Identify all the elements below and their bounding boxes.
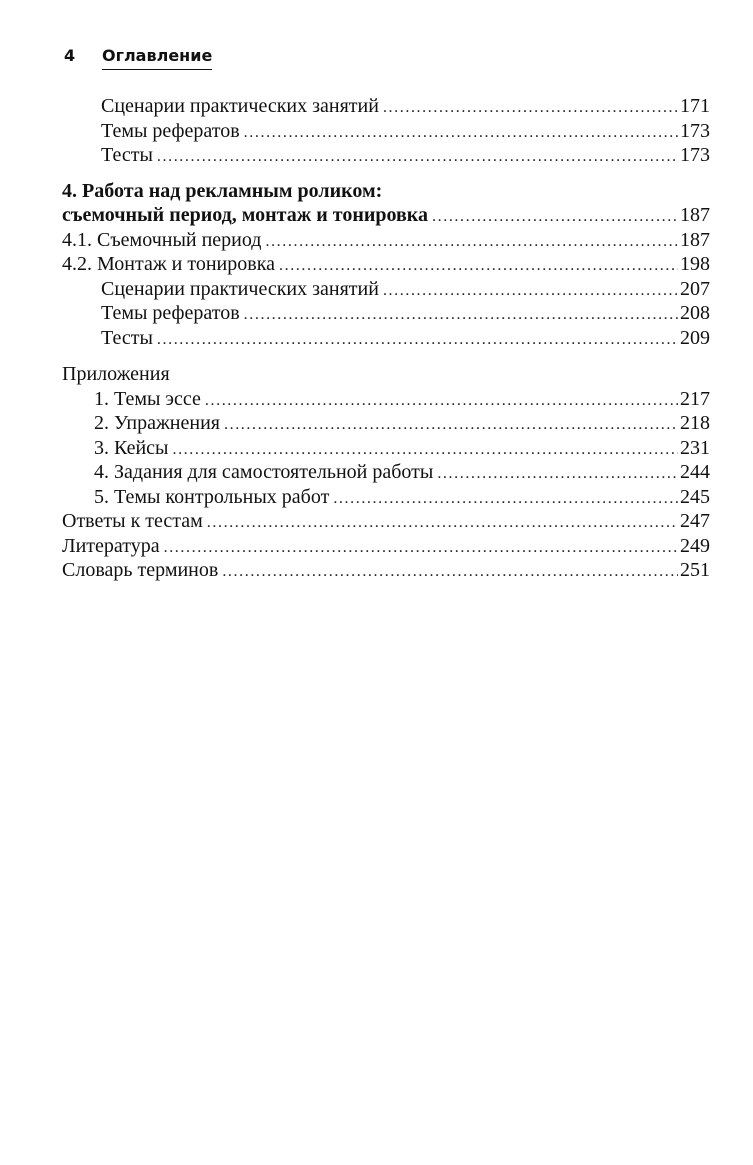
chapter-heading	[62, 179, 710, 228]
toc-entry	[62, 387, 710, 412]
toc-entry-page: 173	[680, 119, 710, 142]
toc-entry-page: 208	[680, 302, 710, 324]
dot-leader	[437, 462, 678, 487]
toc-entry-label: 3. Кейсы	[94, 436, 169, 459]
toc-entry	[62, 558, 710, 583]
toc-entry	[62, 460, 710, 485]
toc-entry	[62, 203, 710, 228]
dot-leader	[157, 328, 678, 353]
toc-entry	[62, 411, 710, 436]
dot-leader	[279, 254, 678, 279]
appendix-heading: Приложения	[62, 363, 170, 385]
chapter-title-line2: съемочный период, монтаж и тонировка	[62, 204, 429, 226]
toc-entry	[62, 277, 710, 302]
dot-leader	[244, 303, 678, 328]
dot-leader	[222, 560, 678, 585]
toc-entry	[62, 119, 710, 144]
toc-entry-page: 209	[680, 326, 710, 349]
toc-entry-page: 198	[680, 253, 710, 275]
toc-entry	[62, 252, 710, 277]
toc-entry-label: 4.2. Монтаж и тонировка	[62, 253, 275, 275]
dot-leader	[383, 279, 678, 304]
toc-entry-label: 4.1. Съемочный период	[62, 228, 262, 251]
toc-entry-page: 249	[680, 534, 710, 557]
toc-entry-label: Сценарии практических занятий	[101, 277, 379, 300]
toc-entry-page: 231	[680, 436, 710, 459]
toc-entry-page: 173	[680, 144, 710, 166]
toc-entry-label: 1. Темы эссе	[94, 387, 201, 410]
toc-entry	[62, 301, 710, 326]
toc-entry-page: 187	[680, 228, 710, 251]
chapter-title-line1: 4. Работа над рекламным роликом:	[62, 179, 383, 202]
toc-entry-page: 207	[680, 277, 710, 300]
toc-entry-page: 217	[680, 387, 710, 410]
toc-entry-page: 171	[680, 95, 710, 117]
page-header	[64, 44, 212, 70]
toc-entry-label: Тесты	[101, 144, 153, 166]
toc-entry-page: 251	[680, 559, 710, 581]
dot-leader	[383, 96, 678, 121]
dot-leader	[224, 413, 678, 438]
page-number: 4	[64, 46, 76, 65]
toc-entry-label: 5. Темы контрольных работ	[94, 485, 330, 508]
toc-entry-label: Темы рефератов	[101, 119, 240, 142]
toc-entry-label: Литература	[62, 534, 160, 557]
running-title: Оглавление	[102, 44, 212, 70]
toc-entry	[62, 436, 710, 461]
toc-entry-label: 4. Задания для самостоятельной работы	[94, 461, 434, 483]
toc-entry	[62, 509, 710, 534]
dot-leader	[207, 511, 678, 536]
toc-entry-label: Темы рефератов	[101, 302, 240, 324]
dot-leader	[333, 487, 678, 512]
table-of-contents	[62, 94, 710, 583]
toc-entry-page: 245	[680, 485, 710, 508]
toc-entry	[62, 94, 710, 119]
toc-entry	[62, 534, 710, 559]
toc-entry-label: 2. Упражнения	[94, 412, 220, 434]
toc-entry	[62, 143, 710, 168]
toc-entry-label: Тесты	[101, 326, 153, 349]
dot-leader	[157, 145, 678, 170]
toc-entry-page: 244	[680, 461, 710, 483]
toc-entry-page: 187	[680, 204, 710, 226]
toc-entry-page: 218	[680, 412, 710, 434]
toc-entry-label: Сценарии практических занятий	[101, 95, 379, 117]
dot-leader	[265, 230, 678, 255]
dot-leader	[164, 536, 678, 561]
dot-leader	[244, 121, 678, 146]
toc-entry-page: 247	[680, 510, 710, 532]
toc-entry	[62, 326, 710, 351]
dot-leader	[205, 389, 678, 414]
dot-leader	[172, 438, 678, 463]
toc-entry	[62, 485, 710, 510]
toc-entry-label: Словарь терминов	[62, 559, 219, 581]
toc-entry-label: Ответы к тестам	[62, 510, 203, 532]
dot-leader	[432, 205, 678, 230]
toc-entry	[62, 228, 710, 253]
